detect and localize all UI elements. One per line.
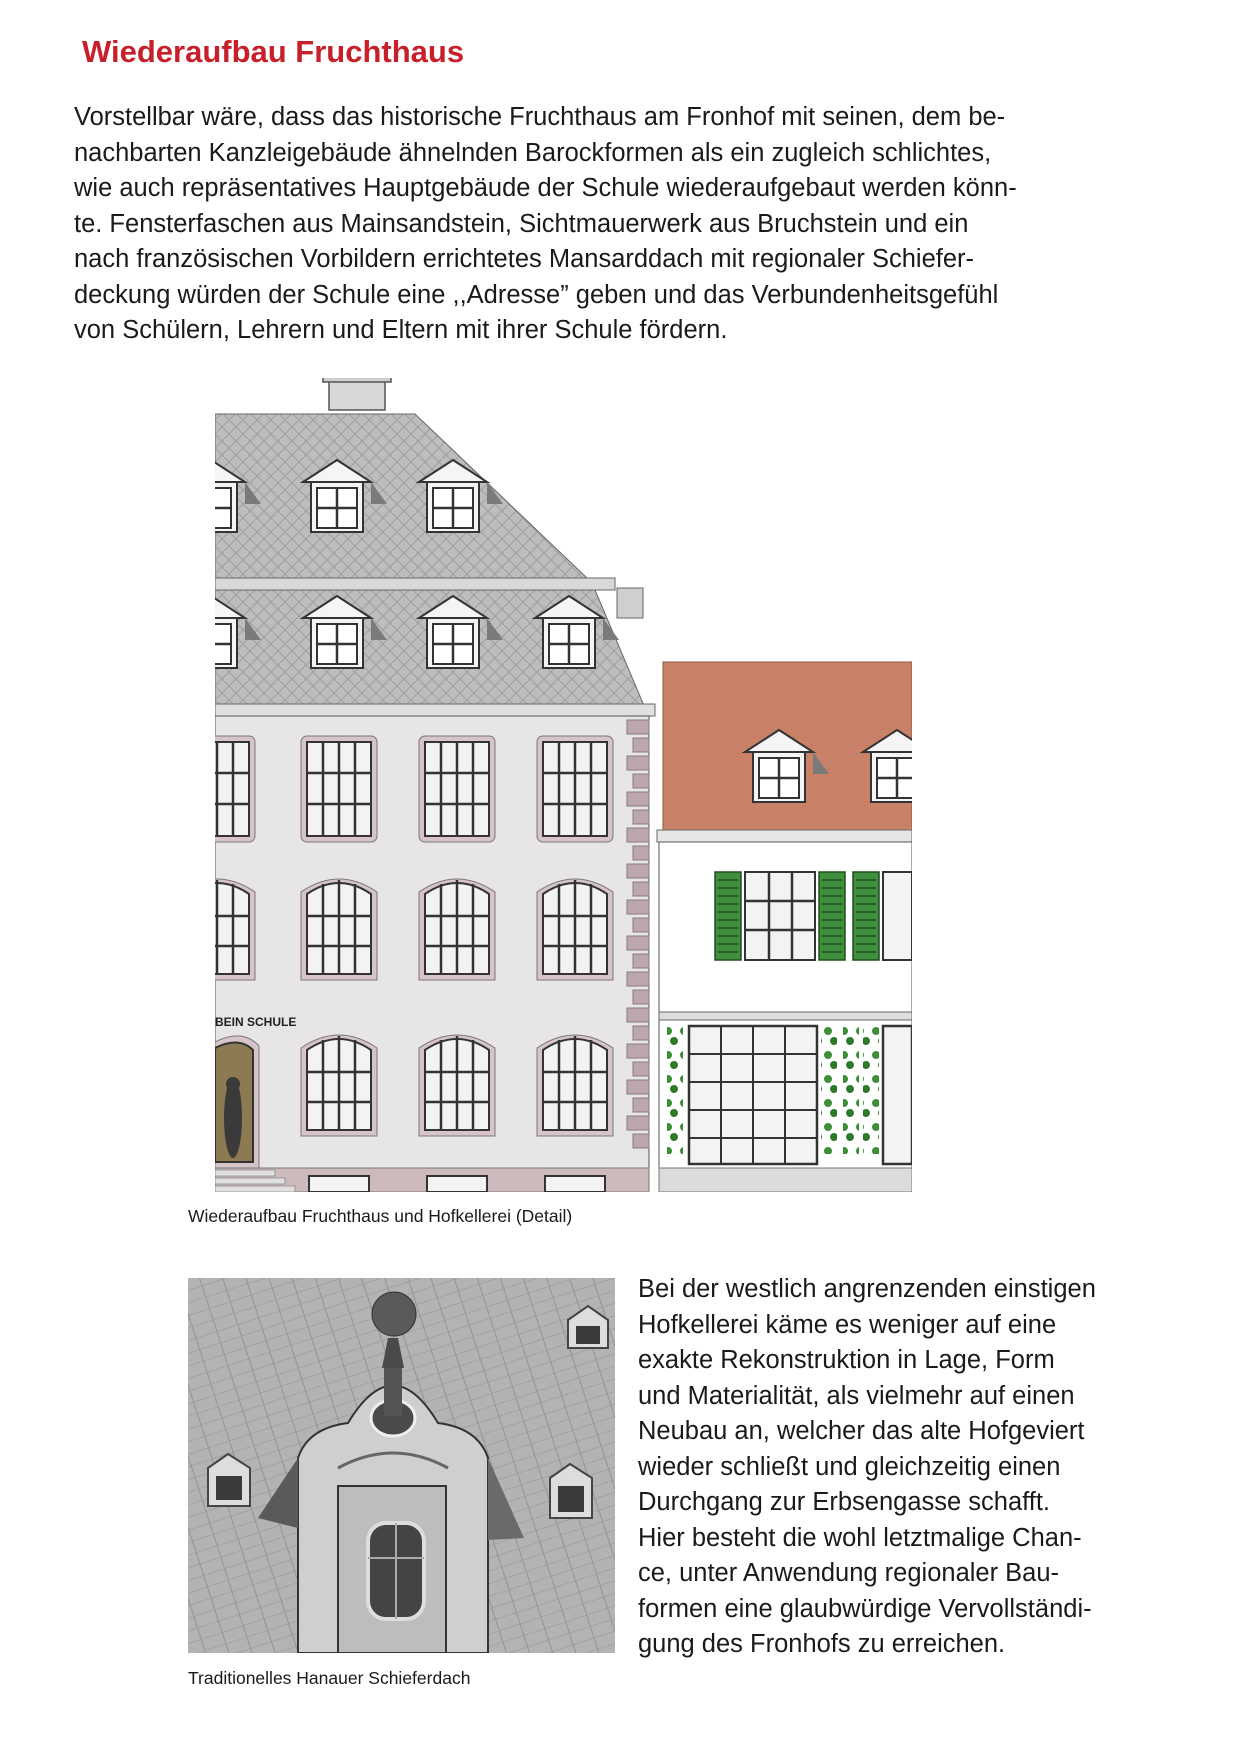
intro-line: wie auch repräsentatives Hauptgebäude der Schule wiederaufgebaut werden könn- (74, 174, 1017, 202)
sign-text: BEIN SCHULE (215, 1015, 297, 1029)
page-title: Wiederaufbau Fruchthaus (82, 34, 465, 69)
facade-elevation-drawing (215, 378, 912, 1192)
intro-line: von Schülern, Lehrern und Eltern mit ihrer Schule fördern. (74, 316, 728, 344)
intro-paragraph (74, 100, 1174, 349)
intro-line: nachbarten Kanzleigebäude ähnelnden Barockformen als ein zugleich schlichtes, (74, 138, 992, 167)
side-line: Neubau an, welcher das alte Hofgeviert (638, 1417, 1085, 1445)
intro-line: nach französischen Vorbildern errichtetes Mansarddach mit regionaler Schiefer- (74, 245, 975, 273)
slate-roof-photo (188, 1278, 615, 1653)
side-paragraph (638, 1272, 1198, 1663)
side-line: Bei der westlich angrenzenden einstigen (638, 1275, 1096, 1303)
side-line: ce, unter Anwendung regionaler Bau- (638, 1559, 1060, 1587)
intro-line: deckung würden der Schule eine ,,Adresse” geben und das Verbundenheitsgefühl (74, 280, 999, 309)
intro-line: Vorstellbar wäre, dass das historische Fruchthaus am Fronhof mit seinen, dem be- (74, 103, 1006, 131)
side-line: wieder schließt und gleichzeitig einen (638, 1452, 1061, 1481)
figure-caption: Traditionelles Hanauer Schieferdach (188, 1668, 471, 1688)
figure-caption: Wiederaufbau Fruchthaus und Hofkellerei (Detail) (188, 1206, 573, 1226)
side-line: formen eine glaubwürdige Vervollständi- (638, 1594, 1092, 1623)
side-line: Hier besteht die wohl letztmalige Chan- (638, 1523, 1082, 1552)
side-line: exakte Rekonstruktion in Lage, Form (638, 1346, 1055, 1374)
side-line: und Materialität, als vielmehr auf einen (638, 1381, 1075, 1410)
intro-line: te. Fensterfaschen aus Mainsandstein, Sichtmauerwerk aus Bruchstein und ein (74, 209, 969, 238)
side-line: gung des Fronhofs zu erreichen. (638, 1630, 1006, 1658)
side-line: Hofkellerei käme es weniger auf eine (638, 1310, 1057, 1339)
side-line: Durchgang zur Erbsengasse schafft. (638, 1488, 1051, 1516)
